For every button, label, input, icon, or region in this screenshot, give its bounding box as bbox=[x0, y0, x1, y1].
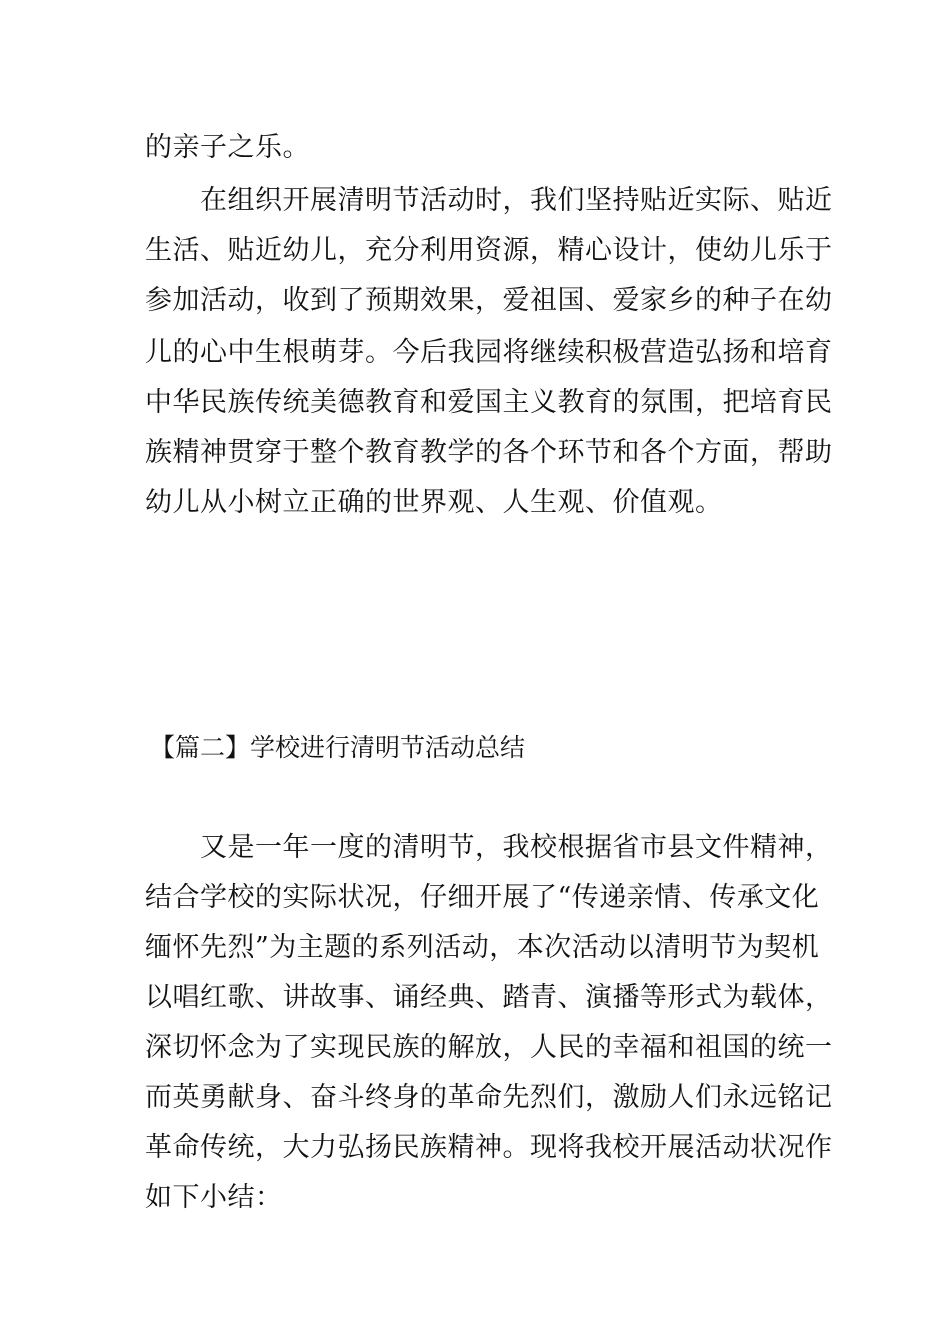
paragraph-line: 缅怀先烈”为主题的系列活动，本次活动以清明节为契机 bbox=[145, 932, 820, 963]
paragraph-line: 族精神贯穿于整个教育教学的各个环节和各个方面，帮助 bbox=[145, 437, 833, 468]
paragraph-line: 幼儿从小树立正确的世界观、人生观、价值观。 bbox=[145, 487, 723, 518]
paragraph-line: 在组织开展清明节活动时，我们坚持贴近实际、贴近 bbox=[145, 185, 833, 216]
paragraph-line: 又是一年一度的清明节，我校根据省市县文件精神， bbox=[145, 832, 833, 863]
paragraph-line: 儿的心中生根萌芽。今后我园将继续积极营造弘扬和培育 bbox=[145, 337, 833, 368]
paragraph-line: 的亲子之乐。 bbox=[145, 132, 310, 163]
paragraph-line: 革命传统，大力弘扬民族精神。现将我校开展活动状况作 bbox=[145, 1132, 833, 1163]
paragraph-line: 结合学校的实际状况，仔细开展了“传递亲情、传承文化 bbox=[145, 882, 820, 913]
paragraph-line: 参加活动，收到了预期效果，爱祖国、爱家乡的种子在幼 bbox=[145, 285, 833, 316]
paragraph-line: 生活、贴近幼儿，充分利用资源，精心设计，使幼儿乐于 bbox=[145, 235, 833, 266]
paragraph-line: 深切怀念为了实现民族的解放，人民的幸福和祖国的统一 bbox=[145, 1032, 833, 1063]
paragraph-line: 中华民族传统美德教育和爱国主义教育的氛围，把培育民 bbox=[145, 387, 833, 418]
paragraph-line: 而英勇献身、奋斗终身的革命先烈们，激励人们永远铭记 bbox=[145, 1082, 833, 1113]
section-heading: 【篇二】学校进行清明节活动总结 bbox=[150, 733, 526, 762]
paragraph-line: 如下小结： bbox=[145, 1182, 283, 1213]
paragraph-line: 以唱红歌、讲故事、诵经典、踏青、演播等形式为载体， bbox=[145, 982, 833, 1013]
